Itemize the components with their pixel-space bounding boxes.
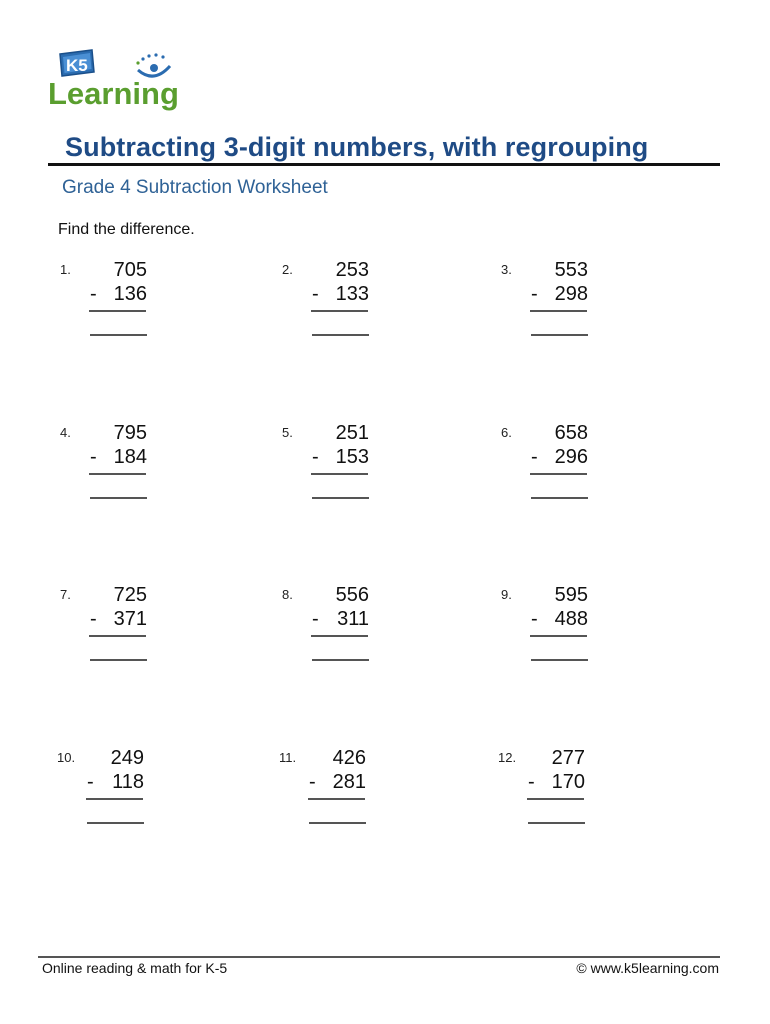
problem-5 — [282, 422, 402, 515]
problem-number: 8. — [282, 587, 293, 602]
minus-sign: - — [90, 283, 97, 305]
subtrahend: 281 — [332, 771, 366, 793]
footer-copyright-link[interactable]: © www.k5learning.com — [576, 960, 719, 976]
minuend: 658 — [554, 422, 588, 444]
problem-number: 3. — [501, 262, 512, 277]
problem-number: 12. — [498, 750, 517, 765]
problem-number: 5. — [282, 425, 293, 440]
answer-blank[interactable] — [90, 334, 147, 336]
subtrahend: 136 — [113, 283, 147, 305]
problem-11 — [279, 747, 399, 840]
problem-7 — [60, 584, 180, 677]
problem-6 — [501, 422, 621, 515]
answer-blank[interactable] — [312, 334, 369, 336]
sum-line — [530, 635, 587, 637]
subtrahend: 296 — [554, 446, 588, 468]
problem-number: 10. — [57, 750, 76, 765]
minuend: 725 — [113, 584, 147, 606]
minus-sign: - — [312, 608, 319, 630]
sum-line — [311, 635, 368, 637]
minuend: 251 — [335, 422, 369, 444]
subtrahend: 133 — [335, 283, 369, 305]
problem-number: 6. — [501, 425, 512, 440]
sum-line — [311, 310, 368, 312]
answer-blank[interactable] — [531, 497, 588, 499]
sum-line — [89, 310, 146, 312]
problem-number: 4. — [60, 425, 71, 440]
minus-sign: - — [531, 283, 538, 305]
problem-number: 9. — [501, 587, 512, 602]
sum-line — [527, 798, 584, 800]
subtrahend: 298 — [554, 283, 588, 305]
footer-tagline: Online reading & math for K-5 — [42, 960, 228, 976]
problem-12 — [498, 747, 618, 840]
minus-sign: - — [528, 771, 535, 793]
minus-sign: - — [312, 446, 319, 468]
instructions: Find the difference. — [58, 221, 195, 238]
subtrahend: 311 — [337, 608, 369, 630]
answer-blank[interactable] — [531, 334, 588, 336]
minuend: 553 — [554, 259, 588, 281]
answer-blank[interactable] — [309, 822, 366, 824]
minus-sign: - — [90, 608, 97, 630]
minuend: 556 — [335, 584, 369, 606]
subtrahend: 153 — [335, 446, 369, 468]
minuend: 253 — [335, 259, 369, 281]
minus-sign: - — [87, 771, 94, 793]
answer-blank[interactable] — [87, 822, 144, 824]
subtrahend: 371 — [113, 608, 147, 630]
problem-8 — [282, 584, 402, 677]
problem-10 — [57, 747, 177, 840]
sum-line — [530, 310, 587, 312]
answer-blank[interactable] — [528, 822, 585, 824]
problem-2 — [282, 259, 402, 352]
answer-blank[interactable] — [90, 659, 147, 661]
subtrahend: 118 — [112, 771, 144, 793]
star-person-icon — [136, 53, 170, 76]
minus-sign: - — [90, 446, 97, 468]
problem-4 — [60, 422, 180, 515]
page-subtitle: Grade 4 Subtraction Worksheet — [62, 177, 328, 198]
minus-sign: - — [531, 446, 538, 468]
answer-blank[interactable] — [90, 497, 147, 499]
minuend: 705 — [113, 259, 147, 281]
k5-learning-logo — [46, 48, 188, 112]
problem-9 — [501, 584, 621, 677]
svg-text:Learning: Learning — [48, 76, 179, 111]
problem-number: 1. — [60, 262, 71, 277]
minus-sign: - — [531, 608, 538, 630]
answer-blank[interactable] — [312, 497, 369, 499]
minuend: 249 — [110, 747, 144, 769]
problem-number: 7. — [60, 587, 71, 602]
answer-blank[interactable] — [531, 659, 588, 661]
problem-number: 11. — [279, 750, 297, 765]
subtrahend: 488 — [554, 608, 588, 630]
page-title: Subtracting 3-digit numbers, with regrouping — [65, 132, 649, 162]
answer-blank[interactable] — [312, 659, 369, 661]
sum-line — [308, 798, 365, 800]
sum-line — [311, 473, 368, 475]
svg-text:K5: K5 — [66, 56, 88, 75]
sum-line — [89, 473, 146, 475]
sum-line — [530, 473, 587, 475]
minus-sign: - — [312, 283, 319, 305]
subtrahend: 170 — [551, 771, 585, 793]
problem-3 — [501, 259, 621, 352]
sum-line — [86, 798, 143, 800]
problem-1 — [60, 259, 180, 352]
title-divider — [48, 163, 720, 166]
sum-line — [89, 635, 146, 637]
minuend: 277 — [551, 747, 585, 769]
minuend: 426 — [332, 747, 366, 769]
minus-sign: - — [309, 771, 316, 793]
minuend: 595 — [554, 584, 588, 606]
minuend: 795 — [113, 422, 147, 444]
subtrahend: 184 — [113, 446, 147, 468]
problem-number: 2. — [282, 262, 293, 277]
footer-divider — [38, 956, 720, 958]
